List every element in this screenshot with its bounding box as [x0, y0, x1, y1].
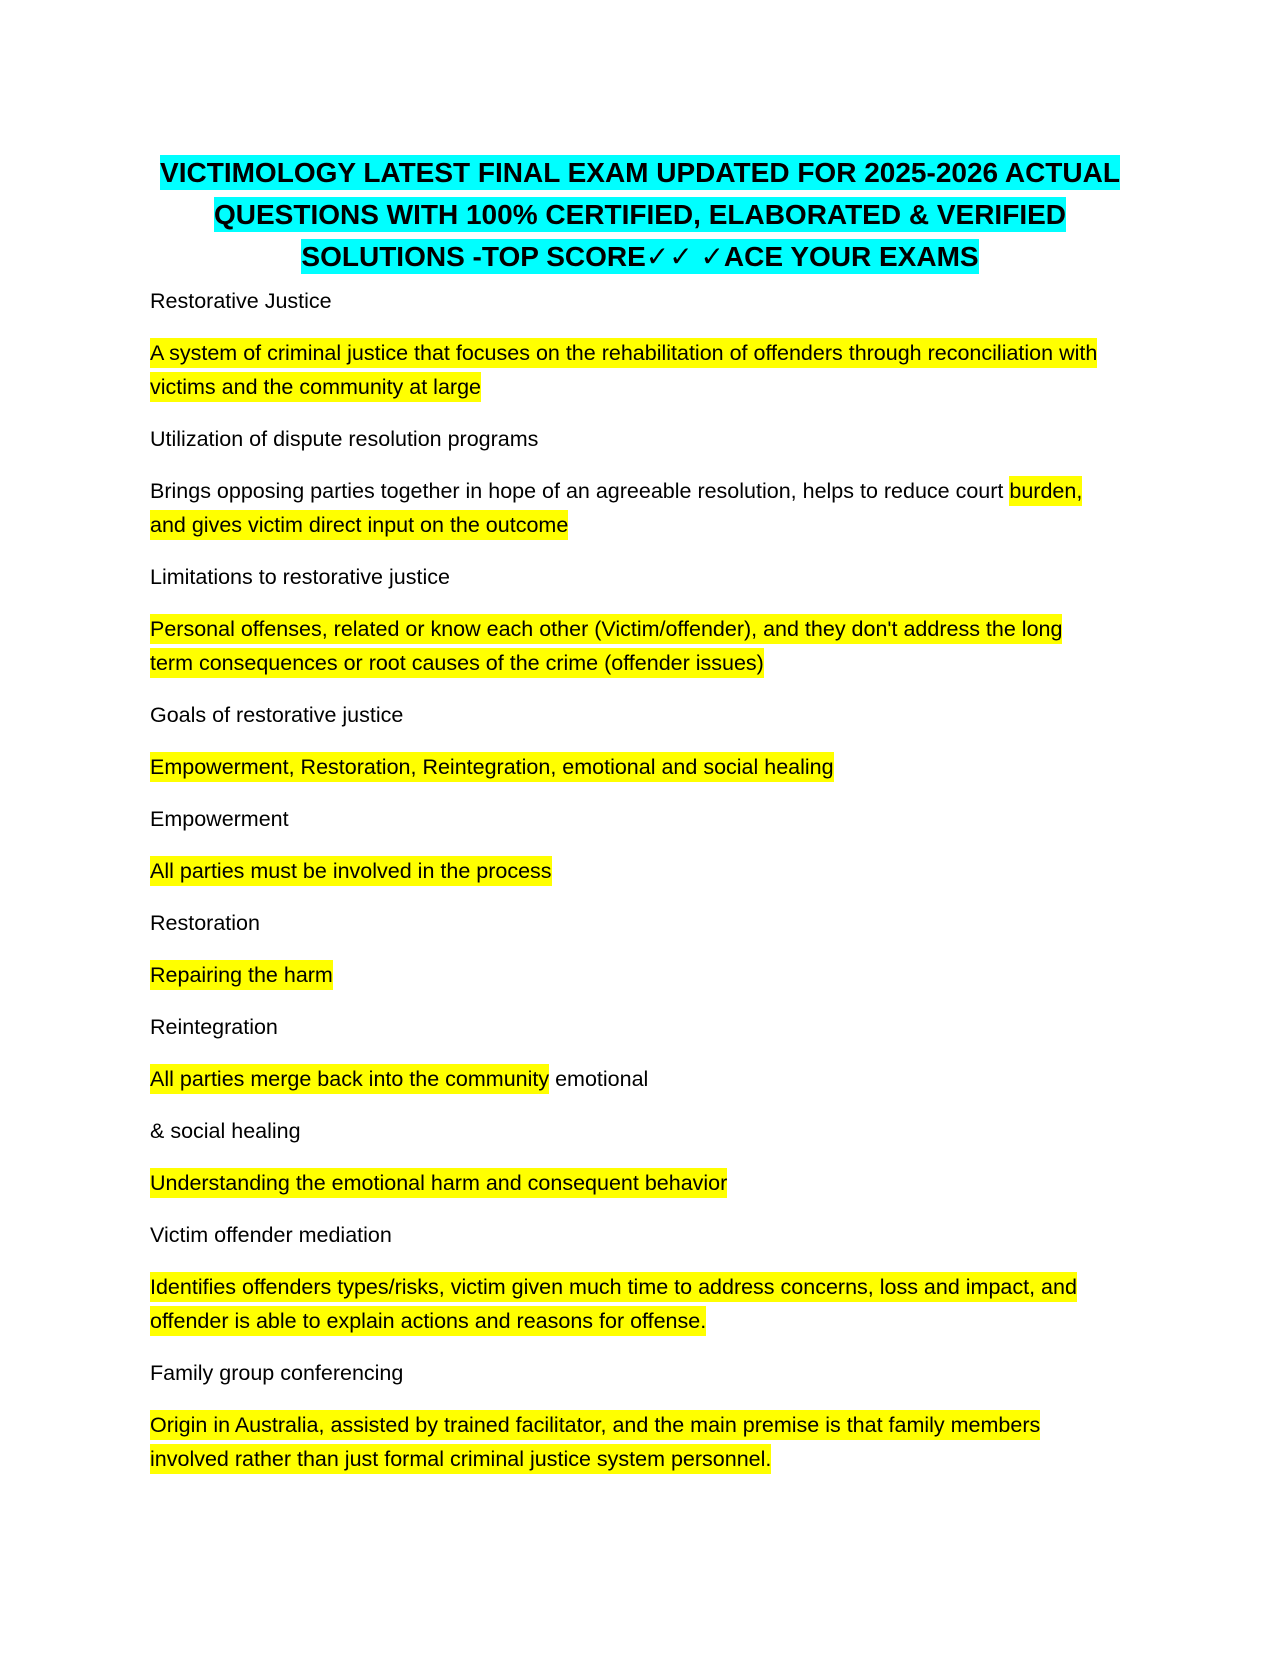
term: Victim offender mediation	[150, 1223, 392, 1247]
title-text: VICTIMOLOGY LATEST FINAL EXAM UPDATED FOR 2025-2026 ACTUAL QUESTIONS WITH 100% CERTIFIED, ELABORATED & VERIFIED SOLUTIONS -TOP SCORE✓✓ ✓ACE YOUR EXAMS	[160, 157, 1120, 272]
highlighted-text: All parties must be involved in the process	[150, 856, 552, 886]
definition	[150, 750, 1110, 784]
term: Family group conferencing	[150, 1361, 404, 1385]
highlighted-text: A system of criminal justice that focuses on the rehabilitation of offenders through reconciliation with victims and the community at large	[150, 338, 1097, 402]
highlighted-text: All parties merge back into the community	[150, 1064, 549, 1094]
definition	[150, 474, 1110, 542]
term: Goals of restorative justice	[150, 703, 404, 727]
plain-text: Brings opposing parties together in hope of an agreeable resolution, helps to reduce court	[150, 479, 1010, 503]
term: Utilization of dispute resolution programs	[150, 427, 539, 451]
definition	[150, 1062, 1110, 1096]
definition	[150, 854, 1110, 888]
term: Limitations to restorative justice	[150, 565, 450, 589]
term: Reintegration	[150, 1015, 278, 1039]
highlighted-text: Repairing the harm	[150, 960, 333, 990]
definition	[150, 336, 1110, 404]
plain-text: emotional	[549, 1067, 649, 1091]
term: Restorative Justice	[150, 289, 332, 313]
highlighted-text: burden, and gives victim direct input on the outcome	[150, 476, 1082, 540]
highlighted-text: Understanding the emotional harm and consequent behavior	[150, 1168, 727, 1198]
highlighted-text: Origin in Australia, assisted by trained facilitator, and the main premise is that family members involved rather than just formal criminal justice system personnel.	[150, 1410, 1040, 1474]
definition	[150, 1270, 1110, 1338]
definition	[150, 612, 1110, 680]
highlighted-text: Personal offenses, related or know each other (Victim/offender), and they don't address the long term consequences or root causes of the crime (offender issues)	[150, 614, 1062, 678]
term: & social healing	[150, 1119, 301, 1143]
term: Empowerment	[150, 807, 289, 831]
highlighted-text: Identifies offenders types/risks, victim given much time to address concerns, loss and impact, and offender is able to explain actions and reasons for offense.	[150, 1272, 1077, 1336]
document-body	[150, 284, 1110, 1494]
definition	[150, 958, 1110, 992]
document-title	[140, 152, 1140, 278]
highlighted-text: Empowerment, Restoration, Reintegration, emotional and social healing	[150, 752, 834, 782]
definition	[150, 1408, 1110, 1476]
definition	[150, 1166, 1110, 1200]
term: Restoration	[150, 911, 260, 935]
